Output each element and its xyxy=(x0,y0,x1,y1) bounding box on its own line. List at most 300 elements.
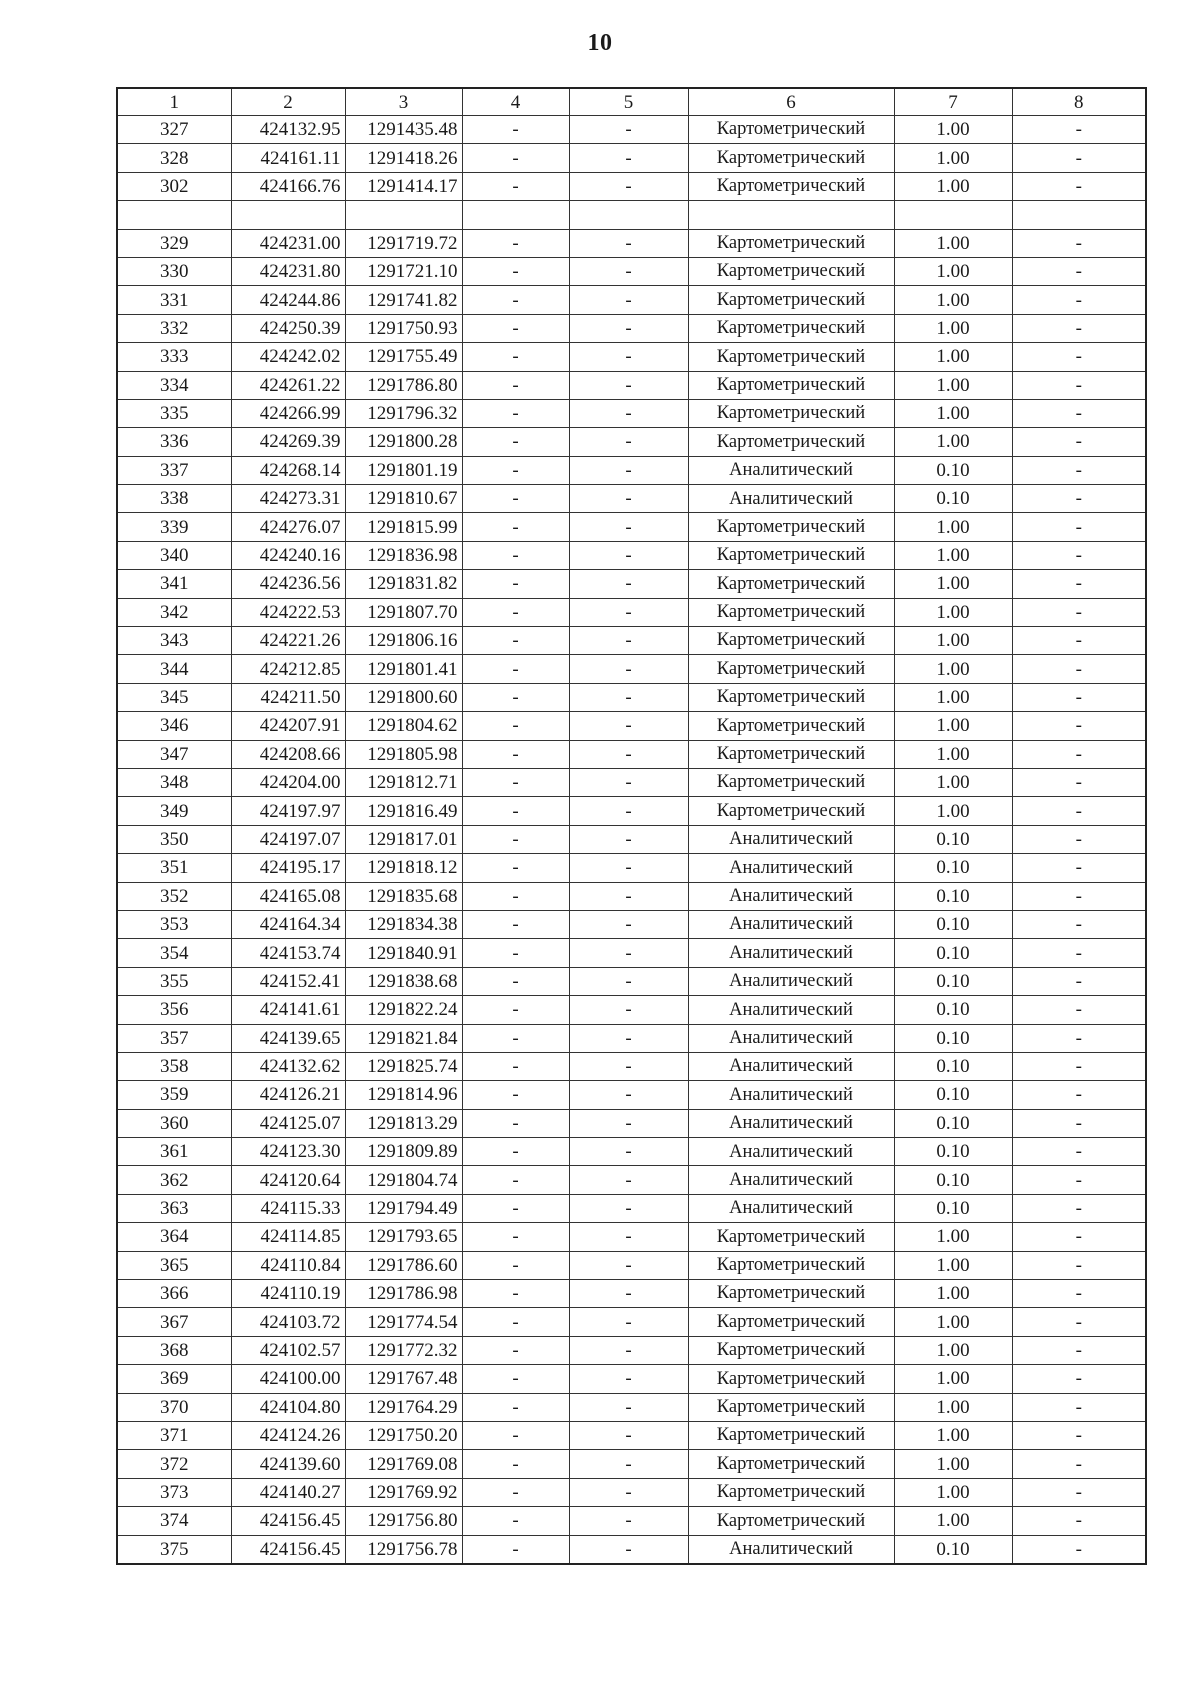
col-8-cell: - xyxy=(1012,1109,1146,1137)
col-5-cell: - xyxy=(569,627,688,655)
point-number-cell: 341 xyxy=(117,570,231,598)
method-cell: Аналитический xyxy=(688,456,894,484)
accuracy-cell: 1.00 xyxy=(894,1251,1012,1279)
method-cell: Картометрический xyxy=(688,1478,894,1506)
col-4-cell: - xyxy=(462,399,569,427)
col-4-cell: - xyxy=(462,1223,569,1251)
x-coordinate-cell: 424266.99 xyxy=(231,399,345,427)
col-5-cell: - xyxy=(569,116,688,144)
table-row xyxy=(117,513,1146,541)
col-5-cell: - xyxy=(569,1450,688,1478)
method-cell: Аналитический xyxy=(688,1024,894,1052)
col-4-cell: - xyxy=(462,939,569,967)
method-cell: Картометрический xyxy=(688,229,894,257)
point-number-cell: 357 xyxy=(117,1024,231,1052)
col-8-cell: - xyxy=(1012,1308,1146,1336)
col-5-cell: - xyxy=(569,996,688,1024)
accuracy-cell: 1.00 xyxy=(894,428,1012,456)
col-5-cell: - xyxy=(569,1421,688,1449)
col-8-cell: - xyxy=(1012,257,1146,285)
col-5-cell: - xyxy=(569,1052,688,1080)
accuracy-cell: 0.10 xyxy=(894,939,1012,967)
table-row xyxy=(117,1450,1146,1478)
point-number-cell: 346 xyxy=(117,712,231,740)
col-8-cell: - xyxy=(1012,428,1146,456)
y-coordinate-cell: 1291815.99 xyxy=(345,513,462,541)
accuracy-cell: 0.10 xyxy=(894,967,1012,995)
col-5-cell xyxy=(569,201,688,229)
x-coordinate-cell: 424103.72 xyxy=(231,1308,345,1336)
col-8-cell: - xyxy=(1012,1166,1146,1194)
col-4-cell: - xyxy=(462,1138,569,1166)
x-coordinate-cell: 424165.08 xyxy=(231,882,345,910)
col-5-cell: - xyxy=(569,257,688,285)
point-number-cell: 302 xyxy=(117,172,231,200)
table-row xyxy=(117,1194,1146,1222)
col-5-cell: - xyxy=(569,286,688,314)
col-8-cell: - xyxy=(1012,513,1146,541)
table-row xyxy=(117,456,1146,484)
table-row xyxy=(117,229,1146,257)
col-8-cell: - xyxy=(1012,116,1146,144)
point-number-cell: 375 xyxy=(117,1535,231,1564)
col-4-cell: - xyxy=(462,967,569,995)
col-8-cell: - xyxy=(1012,286,1146,314)
col-4-cell: - xyxy=(462,797,569,825)
accuracy-cell: 1.00 xyxy=(894,144,1012,172)
column-header-8: 8 xyxy=(1012,88,1146,116)
y-coordinate-cell: 1291801.41 xyxy=(345,655,462,683)
method-cell: Картометрический xyxy=(688,428,894,456)
method-cell: Картометрический xyxy=(688,286,894,314)
table-header-row xyxy=(117,88,1146,116)
table-row xyxy=(117,1109,1146,1137)
method-cell: Картометрический xyxy=(688,541,894,569)
table-row xyxy=(117,172,1146,200)
col-8-cell: - xyxy=(1012,1024,1146,1052)
column-header-5: 5 xyxy=(569,88,688,116)
accuracy-cell xyxy=(894,201,1012,229)
col-5-cell: - xyxy=(569,456,688,484)
y-coordinate-cell: 1291804.74 xyxy=(345,1166,462,1194)
col-5-cell: - xyxy=(569,797,688,825)
y-coordinate-cell: 1291812.71 xyxy=(345,768,462,796)
method-cell: Картометрический xyxy=(688,655,894,683)
method-cell: Картометрический xyxy=(688,399,894,427)
col-5-cell: - xyxy=(569,655,688,683)
col-5-cell: - xyxy=(569,1251,688,1279)
y-coordinate-cell: 1291804.62 xyxy=(345,712,462,740)
accuracy-cell: 1.00 xyxy=(894,1308,1012,1336)
x-coordinate-cell: 424132.95 xyxy=(231,116,345,144)
point-number-cell: 337 xyxy=(117,456,231,484)
point-number-cell: 332 xyxy=(117,314,231,342)
col-5-cell: - xyxy=(569,485,688,513)
y-coordinate-cell: 1291805.98 xyxy=(345,740,462,768)
col-8-cell: - xyxy=(1012,825,1146,853)
col-5-cell: - xyxy=(569,1308,688,1336)
col-4-cell xyxy=(462,201,569,229)
y-coordinate-cell: 1291772.32 xyxy=(345,1336,462,1364)
x-coordinate-cell: 424204.00 xyxy=(231,768,345,796)
col-4-cell: - xyxy=(462,1535,569,1564)
method-cell: Аналитический xyxy=(688,1081,894,1109)
accuracy-cell: 1.00 xyxy=(894,1336,1012,1364)
col-5-cell: - xyxy=(569,1081,688,1109)
accuracy-cell: 1.00 xyxy=(894,1478,1012,1506)
method-cell: Картометрический xyxy=(688,343,894,371)
col-8-cell: - xyxy=(1012,229,1146,257)
method-cell: Картометрический xyxy=(688,1336,894,1364)
x-coordinate-cell: 424115.33 xyxy=(231,1194,345,1222)
x-coordinate-cell: 424221.26 xyxy=(231,627,345,655)
table-row xyxy=(117,1535,1146,1564)
point-number-cell: 360 xyxy=(117,1109,231,1137)
col-8-cell: - xyxy=(1012,1421,1146,1449)
method-cell: Картометрический xyxy=(688,627,894,655)
col-4-cell: - xyxy=(462,570,569,598)
col-4-cell: - xyxy=(462,598,569,626)
y-coordinate-cell: 1291816.49 xyxy=(345,797,462,825)
accuracy-cell: 1.00 xyxy=(894,740,1012,768)
x-coordinate-cell: 424104.80 xyxy=(231,1393,345,1421)
x-coordinate-cell: 424124.26 xyxy=(231,1421,345,1449)
col-4-cell: - xyxy=(462,712,569,740)
point-number-cell: 369 xyxy=(117,1365,231,1393)
method-cell: Картометрический xyxy=(688,712,894,740)
table-row xyxy=(117,939,1146,967)
col-8-cell: - xyxy=(1012,172,1146,200)
method-cell: Картометрический xyxy=(688,172,894,200)
col-8-cell: - xyxy=(1012,456,1146,484)
point-number-cell: 347 xyxy=(117,740,231,768)
accuracy-cell: 0.10 xyxy=(894,1052,1012,1080)
method-cell: Картометрический xyxy=(688,1223,894,1251)
method-cell: Картометрический xyxy=(688,1308,894,1336)
method-cell: Картометрический xyxy=(688,797,894,825)
col-8-cell: - xyxy=(1012,343,1146,371)
col-8-cell: - xyxy=(1012,598,1146,626)
col-4-cell: - xyxy=(462,1024,569,1052)
x-coordinate-cell: 424240.16 xyxy=(231,541,345,569)
point-number-cell: 355 xyxy=(117,967,231,995)
table-row xyxy=(117,286,1146,314)
point-number-cell: 345 xyxy=(117,683,231,711)
accuracy-cell: 1.00 xyxy=(894,399,1012,427)
y-coordinate-cell: 1291741.82 xyxy=(345,286,462,314)
col-4-cell: - xyxy=(462,1081,569,1109)
y-coordinate-cell: 1291794.49 xyxy=(345,1194,462,1222)
table-row xyxy=(117,1393,1146,1421)
accuracy-cell: 0.10 xyxy=(894,456,1012,484)
coordinates-table xyxy=(116,87,1147,1565)
accuracy-cell: 1.00 xyxy=(894,1280,1012,1308)
x-coordinate-cell: 424208.66 xyxy=(231,740,345,768)
method-cell: Аналитический xyxy=(688,996,894,1024)
col-5-cell: - xyxy=(569,428,688,456)
col-4-cell: - xyxy=(462,1308,569,1336)
x-coordinate-cell: 424236.56 xyxy=(231,570,345,598)
col-8-cell: - xyxy=(1012,1393,1146,1421)
col-4-cell: - xyxy=(462,343,569,371)
col-4-cell: - xyxy=(462,229,569,257)
y-coordinate-cell: 1291840.91 xyxy=(345,939,462,967)
col-5-cell: - xyxy=(569,172,688,200)
method-cell: Аналитический xyxy=(688,939,894,967)
method-cell: Картометрический xyxy=(688,144,894,172)
col-8-cell: - xyxy=(1012,1138,1146,1166)
accuracy-cell: 1.00 xyxy=(894,371,1012,399)
col-8-cell: - xyxy=(1012,797,1146,825)
point-number-cell: 327 xyxy=(117,116,231,144)
col-5-cell: - xyxy=(569,882,688,910)
table-row xyxy=(117,1081,1146,1109)
col-5-cell: - xyxy=(569,1109,688,1137)
point-number-cell: 362 xyxy=(117,1166,231,1194)
table-row xyxy=(117,1138,1146,1166)
y-coordinate-cell xyxy=(345,201,462,229)
point-number-cell: 365 xyxy=(117,1251,231,1279)
col-8-cell: - xyxy=(1012,1535,1146,1564)
y-coordinate-cell: 1291796.32 xyxy=(345,399,462,427)
method-cell: Картометрический xyxy=(688,598,894,626)
x-coordinate-cell: 424269.39 xyxy=(231,428,345,456)
y-coordinate-cell: 1291756.78 xyxy=(345,1535,462,1564)
y-coordinate-cell: 1291838.68 xyxy=(345,967,462,995)
col-5-cell: - xyxy=(569,371,688,399)
table-row xyxy=(117,712,1146,740)
y-coordinate-cell: 1291767.48 xyxy=(345,1365,462,1393)
accuracy-cell: 1.00 xyxy=(894,1223,1012,1251)
accuracy-cell: 1.00 xyxy=(894,1507,1012,1535)
col-8-cell: - xyxy=(1012,399,1146,427)
page-number: 10 xyxy=(587,30,613,56)
method-cell: Картометрический xyxy=(688,768,894,796)
y-coordinate-cell: 1291821.84 xyxy=(345,1024,462,1052)
col-4-cell: - xyxy=(462,1421,569,1449)
accuracy-cell: 1.00 xyxy=(894,343,1012,371)
accuracy-cell: 0.10 xyxy=(894,1024,1012,1052)
method-cell xyxy=(688,201,894,229)
x-coordinate-cell: 424126.21 xyxy=(231,1081,345,1109)
col-4-cell: - xyxy=(462,172,569,200)
point-number-cell: 364 xyxy=(117,1223,231,1251)
x-coordinate-cell: 424276.07 xyxy=(231,513,345,541)
col-8-cell: - xyxy=(1012,1052,1146,1080)
col-5-cell: - xyxy=(569,1024,688,1052)
y-coordinate-cell: 1291800.60 xyxy=(345,683,462,711)
y-coordinate-cell: 1291414.17 xyxy=(345,172,462,200)
col-5-cell: - xyxy=(569,570,688,598)
accuracy-cell: 0.10 xyxy=(894,1194,1012,1222)
method-cell: Аналитический xyxy=(688,1138,894,1166)
method-cell: Картометрический xyxy=(688,570,894,598)
method-cell: Картометрический xyxy=(688,1280,894,1308)
x-coordinate-cell: 424244.86 xyxy=(231,286,345,314)
y-coordinate-cell: 1291822.24 xyxy=(345,996,462,1024)
col-8-cell: - xyxy=(1012,627,1146,655)
col-4-cell: - xyxy=(462,1336,569,1364)
y-coordinate-cell: 1291800.28 xyxy=(345,428,462,456)
col-8-cell: - xyxy=(1012,683,1146,711)
point-number-cell: 330 xyxy=(117,257,231,285)
col-8-cell: - xyxy=(1012,1081,1146,1109)
col-5-cell: - xyxy=(569,513,688,541)
y-coordinate-cell: 1291719.72 xyxy=(345,229,462,257)
col-5-cell: - xyxy=(569,1507,688,1535)
table-row xyxy=(117,343,1146,371)
table-row xyxy=(117,825,1146,853)
point-number-cell: 331 xyxy=(117,286,231,314)
table-row xyxy=(117,201,1146,229)
accuracy-cell: 0.10 xyxy=(894,485,1012,513)
table-row xyxy=(117,967,1146,995)
y-coordinate-cell: 1291813.29 xyxy=(345,1109,462,1137)
col-5-cell: - xyxy=(569,1223,688,1251)
col-5-cell: - xyxy=(569,1535,688,1564)
method-cell: Аналитический xyxy=(688,1535,894,1564)
method-cell: Картометрический xyxy=(688,1365,894,1393)
method-cell: Картометрический xyxy=(688,257,894,285)
y-coordinate-cell: 1291818.12 xyxy=(345,854,462,882)
x-coordinate-cell: 424231.00 xyxy=(231,229,345,257)
col-5-cell: - xyxy=(569,768,688,796)
col-4-cell: - xyxy=(462,1194,569,1222)
column-header-3: 3 xyxy=(345,88,462,116)
col-5-cell: - xyxy=(569,1478,688,1506)
x-coordinate-cell: 424222.53 xyxy=(231,598,345,626)
table-row xyxy=(117,996,1146,1024)
col-8-cell: - xyxy=(1012,1194,1146,1222)
col-5-cell: - xyxy=(569,1365,688,1393)
x-coordinate-cell: 424250.39 xyxy=(231,314,345,342)
col-5-cell: - xyxy=(569,1194,688,1222)
accuracy-cell: 1.00 xyxy=(894,797,1012,825)
y-coordinate-cell: 1291750.20 xyxy=(345,1421,462,1449)
table-row xyxy=(117,1507,1146,1535)
accuracy-cell: 0.10 xyxy=(894,1166,1012,1194)
accuracy-cell: 1.00 xyxy=(894,768,1012,796)
col-4-cell: - xyxy=(462,1507,569,1535)
col-4-cell: - xyxy=(462,371,569,399)
col-4-cell: - xyxy=(462,627,569,655)
accuracy-cell: 1.00 xyxy=(894,286,1012,314)
col-5-cell: - xyxy=(569,144,688,172)
y-coordinate-cell: 1291786.60 xyxy=(345,1251,462,1279)
point-number-cell: 339 xyxy=(117,513,231,541)
accuracy-cell: 1.00 xyxy=(894,541,1012,569)
table-row xyxy=(117,314,1146,342)
table-row xyxy=(117,598,1146,626)
table-row xyxy=(117,570,1146,598)
x-coordinate-cell: 424207.91 xyxy=(231,712,345,740)
table-row xyxy=(117,797,1146,825)
col-8-cell: - xyxy=(1012,485,1146,513)
col-4-cell: - xyxy=(462,768,569,796)
col-4-cell: - xyxy=(462,1450,569,1478)
col-8-cell: - xyxy=(1012,1336,1146,1364)
point-number-cell: 353 xyxy=(117,910,231,938)
y-coordinate-cell: 1291769.92 xyxy=(345,1478,462,1506)
accuracy-cell: 1.00 xyxy=(894,598,1012,626)
y-coordinate-cell: 1291755.49 xyxy=(345,343,462,371)
y-coordinate-cell: 1291750.93 xyxy=(345,314,462,342)
point-number-cell: 338 xyxy=(117,485,231,513)
point-number-cell: 354 xyxy=(117,939,231,967)
accuracy-cell: 0.10 xyxy=(894,854,1012,882)
x-coordinate-cell: 424166.76 xyxy=(231,172,345,200)
x-coordinate-cell: 424110.84 xyxy=(231,1251,345,1279)
point-number-cell: 335 xyxy=(117,399,231,427)
y-coordinate-cell: 1291801.19 xyxy=(345,456,462,484)
x-coordinate-cell: 424197.97 xyxy=(231,797,345,825)
table-row xyxy=(117,882,1146,910)
col-5-cell: - xyxy=(569,1393,688,1421)
point-number-cell: 349 xyxy=(117,797,231,825)
x-coordinate-cell: 424268.14 xyxy=(231,456,345,484)
method-cell: Картометрический xyxy=(688,513,894,541)
col-4-cell: - xyxy=(462,513,569,541)
accuracy-cell: 1.00 xyxy=(894,627,1012,655)
table-row xyxy=(117,144,1146,172)
col-4-cell: - xyxy=(462,456,569,484)
x-coordinate-cell: 424195.17 xyxy=(231,854,345,882)
x-coordinate-cell: 424153.74 xyxy=(231,939,345,967)
col-5-cell: - xyxy=(569,967,688,995)
col-8-cell: - xyxy=(1012,371,1146,399)
point-number-cell: 359 xyxy=(117,1081,231,1109)
point-number-cell: 374 xyxy=(117,1507,231,1535)
accuracy-cell: 1.00 xyxy=(894,1365,1012,1393)
column-header-2: 2 xyxy=(231,88,345,116)
point-number-cell: 348 xyxy=(117,768,231,796)
col-4-cell: - xyxy=(462,825,569,853)
col-8-cell: - xyxy=(1012,1478,1146,1506)
col-8-cell: - xyxy=(1012,910,1146,938)
accuracy-cell: 1.00 xyxy=(894,229,1012,257)
method-cell: Картометрический xyxy=(688,1450,894,1478)
point-number-cell xyxy=(117,201,231,229)
x-coordinate-cell: 424152.41 xyxy=(231,967,345,995)
col-5-cell: - xyxy=(569,712,688,740)
y-coordinate-cell: 1291834.38 xyxy=(345,910,462,938)
x-coordinate-cell: 424161.11 xyxy=(231,144,345,172)
col-8-cell: - xyxy=(1012,996,1146,1024)
col-8-cell: - xyxy=(1012,541,1146,569)
accuracy-cell: 1.00 xyxy=(894,172,1012,200)
y-coordinate-cell: 1291806.16 xyxy=(345,627,462,655)
point-number-cell: 370 xyxy=(117,1393,231,1421)
column-header-1: 1 xyxy=(117,88,231,116)
table-row xyxy=(117,768,1146,796)
x-coordinate-cell: 424139.60 xyxy=(231,1450,345,1478)
col-5-cell: - xyxy=(569,910,688,938)
y-coordinate-cell: 1291764.29 xyxy=(345,1393,462,1421)
point-number-cell: 371 xyxy=(117,1421,231,1449)
column-header-4: 4 xyxy=(462,88,569,116)
col-5-cell: - xyxy=(569,598,688,626)
col-8-cell: - xyxy=(1012,314,1146,342)
point-number-cell: 368 xyxy=(117,1336,231,1364)
y-coordinate-cell: 1291418.26 xyxy=(345,144,462,172)
col-4-cell: - xyxy=(462,740,569,768)
accuracy-cell: 1.00 xyxy=(894,1450,1012,1478)
col-5-cell: - xyxy=(569,399,688,427)
y-coordinate-cell: 1291831.82 xyxy=(345,570,462,598)
x-coordinate-cell: 424120.64 xyxy=(231,1166,345,1194)
x-coordinate-cell: 424156.45 xyxy=(231,1535,345,1564)
y-coordinate-cell: 1291769.08 xyxy=(345,1450,462,1478)
